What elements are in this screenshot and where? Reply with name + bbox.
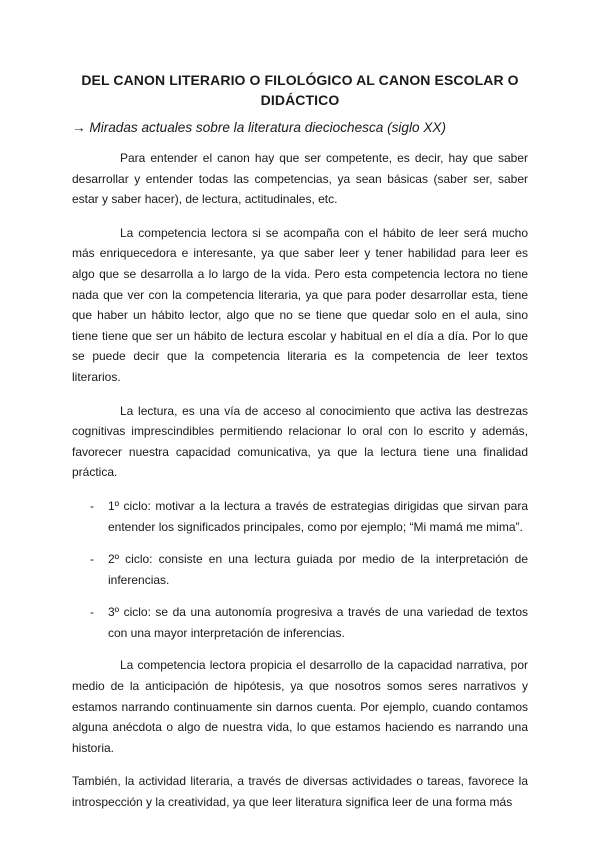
list-item-text: 1º ciclo: motivar a la lectura a través de estrategias dirigidas que sirvan para entender los significados principales, como por ejemplo; “Mi mamá me mima”. — [108, 498, 528, 534]
list-dash: - — [90, 498, 94, 513]
list-item — [72, 549, 528, 590]
list-item — [72, 602, 528, 643]
list-dash: - — [90, 552, 94, 567]
cycle-list — [72, 496, 528, 644]
list-item — [72, 496, 528, 537]
paragraph: También, la actividad literaria, a través de diversas actividades o tareas, favorece la introspección y la creatividad, ya que leer literatura significa leer de una forma más — [72, 774, 528, 810]
paragraph: La lectura, es una vía de acceso al conocimiento que activa las destrezas cognitivas imprescindibles permitiendo relacionar lo oral con lo escrito y además, favorecer nuestra capacidad comunicativa, ya que la lectura tiene una finalidad práctica. — [72, 403, 528, 480]
document-body — [72, 148, 528, 826]
paragraph: Para entender el canon hay que ser competente, es decir, hay que saber desarrollar y entender todas las competencias, ya sean básicas (saber ser, saber estar y saber hacer), de lectura, actitudinales, etc. — [72, 151, 528, 207]
paragraph: La competencia lectora si se acompaña con el hábito de leer será mucho más enriquecedora e interesante, ya que saber leer y tener habilidad para leer es algo que se desarrolla a lo largo de la vida. Pero esta competencia lectora no tiene nada que ver con la competencia literaria, ya que para poder desarrollar esta, tiene que haber un hábito lector, algo que no se tiene que quedar solo en el aula, sino tiene tiene que ser un hábito de lectura escolar y habitual en el día a día. Por lo que se puede decir que la competencia literaria es la competencia de leer textos literarios. — [72, 225, 528, 384]
list-item-text: 3º ciclo: se da una autonomía progresiva a través de una variedad de textos con una mayor interpretación de inferencias. — [108, 605, 528, 640]
list-item-text: 2º ciclo: consiste en una lectura guiada por medio de la interpretación de inferencias. — [108, 552, 528, 587]
document-title: DEL CANON LITERARIO O FILOLÓGICO AL CANON ESCOLAR O DIDÁCTICO — [81, 72, 519, 108]
paragraph: La competencia lectora propicia el desarrollo de la capacidad narrativa, por medio de la anticipación de hipótesis, ya que nosotros somos seres narrativos y estamos narrando continuamente sin darnos cuenta. Por ejemplo, cuando contamos alguna anécdota o algo de nuestra vida, lo que estamos haciendo es narrando una historia. — [72, 658, 528, 755]
document-subtitle: → Miradas actuales sobre la literatura dieciochesca (siglo XX) — [72, 120, 446, 135]
list-dash: - — [90, 605, 94, 620]
